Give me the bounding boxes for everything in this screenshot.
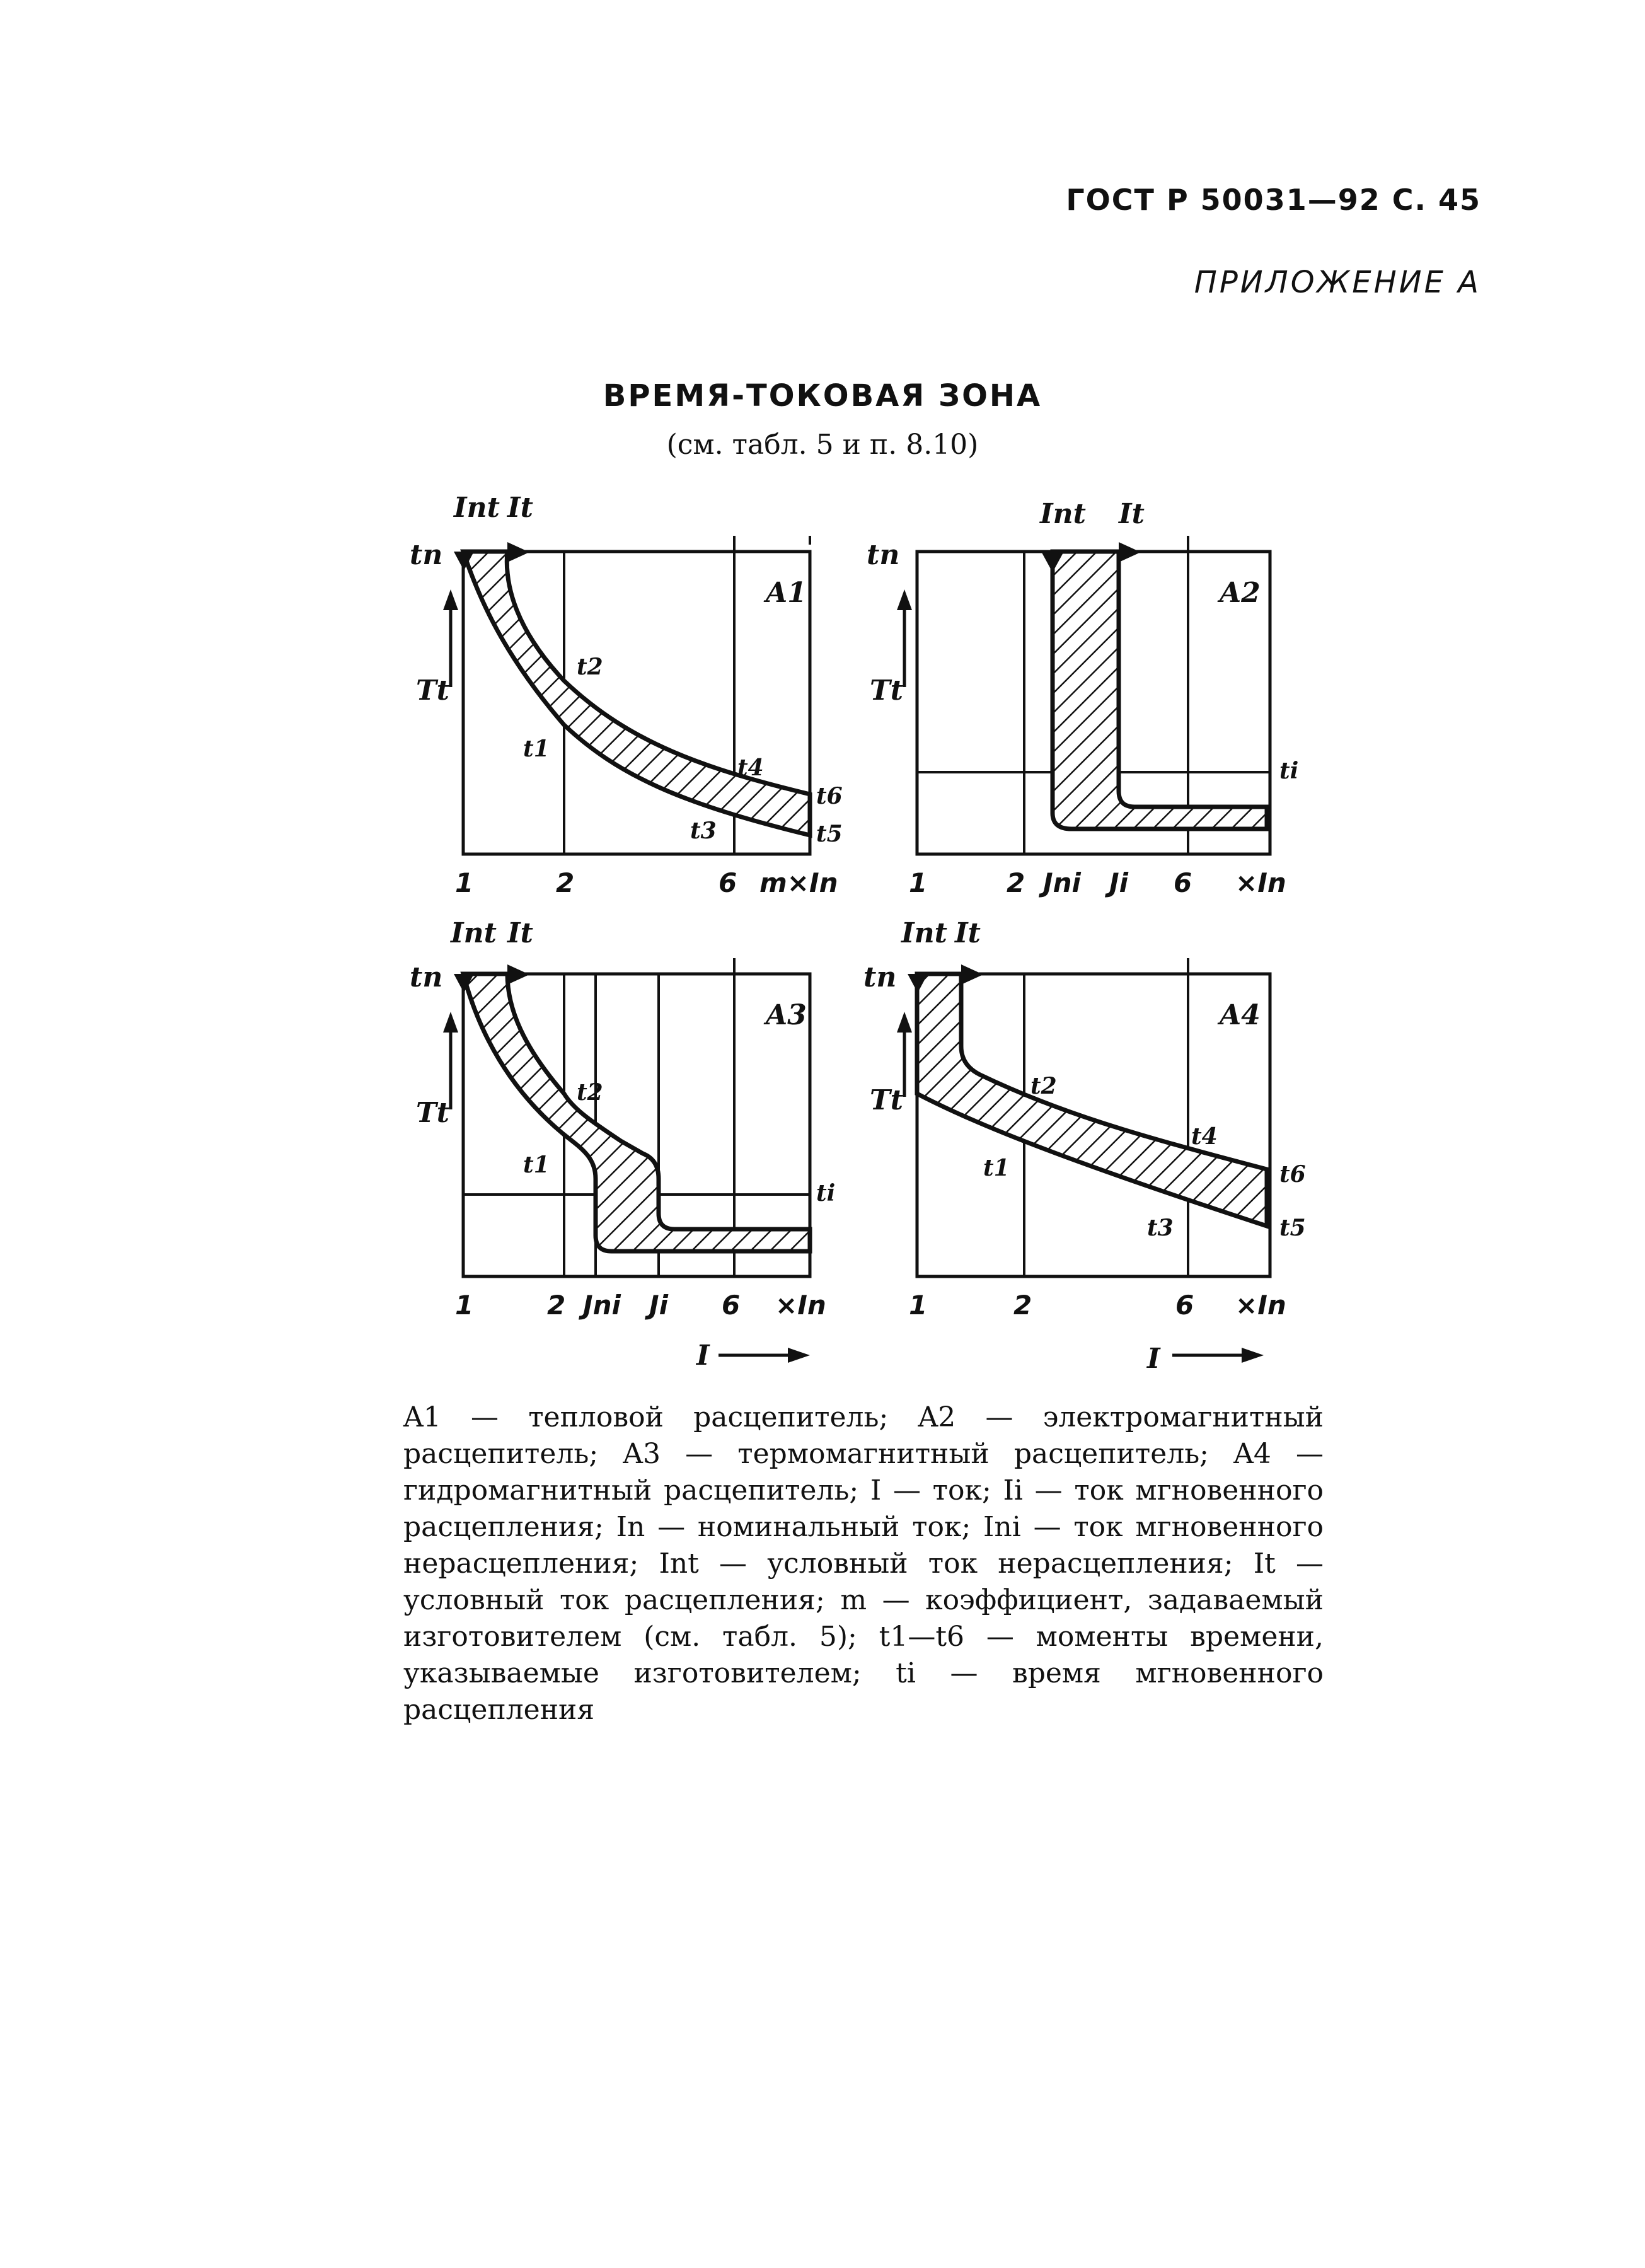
- current-arrow-left: [695, 1339, 810, 1372]
- panel-a3-it-marker: [507, 964, 529, 985]
- panel-a4-int-label: Int: [901, 917, 947, 949]
- panel-a2-tt-label: Tt: [870, 674, 904, 707]
- panel-a4-zone: [917, 974, 1267, 1226]
- panel-a3-point-ti: ti: [816, 1180, 836, 1206]
- panel-a3-it-label: It: [507, 917, 533, 949]
- panel-a4-point-t5: t5: [1279, 1215, 1306, 1241]
- panel-a4-tn-label: tn: [863, 961, 897, 993]
- panel-a4-point-t3: t3: [1147, 1215, 1174, 1241]
- figure-subtitle: (см. табл. 5 и п. 8.10): [666, 429, 979, 461]
- panel-a2-panel-label: A2: [1220, 577, 1261, 609]
- panel-a3-tick-6: 6: [722, 1290, 741, 1321]
- panel-a2: [867, 498, 1298, 898]
- panel-a1-point-t1: t1: [523, 736, 550, 762]
- panel-a4-tt-arrowhead: [897, 1012, 912, 1033]
- panel-a4-it-label: It: [955, 917, 981, 949]
- current-arrow-right-label: I: [1147, 1343, 1160, 1375]
- panel-a4-tick-1: 1: [909, 1290, 928, 1321]
- current-arrow-right-head: [1242, 1348, 1264, 1363]
- panel-a3-zone: [463, 974, 810, 1251]
- panel-a3-tt-label: Tt: [416, 1097, 450, 1129]
- panel-a3-panel-label: A3: [766, 999, 807, 1031]
- panel-a1-it-label: It: [507, 492, 533, 524]
- panel-a2-point-ti: ti: [1279, 758, 1299, 784]
- panel-a2-tick-2: 2: [1007, 867, 1025, 898]
- panel-a1-zone: [463, 552, 810, 835]
- panel-a2-tick-1: 1: [909, 867, 928, 898]
- panel-a4-tick-2: 2: [1013, 1290, 1032, 1321]
- panel-a1-panel-label: A1: [766, 577, 807, 609]
- panel-a1-int-label: Int: [454, 492, 500, 524]
- panel-a3-tick-xin: ×In: [775, 1290, 826, 1321]
- panel-a3-tick-ji: Ji: [649, 1290, 669, 1321]
- panel-a4: [863, 917, 1306, 1321]
- appendix-label: ПРИЛОЖЕНИЕ А: [1194, 265, 1481, 300]
- panel-a1-point-t5: t5: [816, 821, 843, 847]
- figure-caption: [403, 1399, 1324, 1728]
- panel-a4-tick-6: 6: [1175, 1290, 1194, 1321]
- panel-a3-tn-label: tn: [410, 961, 443, 993]
- panel-a3-point-t1: t1: [523, 1152, 550, 1178]
- panel-a1-it-marker: [507, 542, 529, 562]
- panel-a2-tick-jni: Jni: [1043, 867, 1081, 898]
- panel-a1-tt-label: Tt: [416, 674, 450, 707]
- panel-a4-point-t4: t4: [1191, 1123, 1218, 1150]
- panel-a2-tn-label: tn: [867, 539, 900, 571]
- document-reference: ГОСТ Р 50031—92 С. 45: [1066, 183, 1481, 217]
- panel-a1: [410, 492, 843, 898]
- current-arrow-left-head: [788, 1348, 810, 1363]
- caption-text: A1 — тепловой расцепитель; A2 — электромагнитный расцепитель; A3 — термомагнитный расцепитель; A4 — гидромагнитный расцепитель; I — ток; Ii — ток мгновенного расцепления; In — номинальный ток; Ini — ток мгновенного нерасцепления; Int — условный ток нерасцепления; It — условный ток расцепления; m — коэффициент, задаваемый изготовителем (см. табл. 5); t1—t6 — моменты времени, указываемые изготовителем; ti — время мгновенного расцепления: [403, 1401, 1324, 1726]
- panel-a1-point-t4: t4: [737, 755, 764, 781]
- panel-a1-point-t2: t2: [577, 654, 603, 680]
- figure-title: ВРЕМЯ-ТОКОВАЯ ЗОНА: [603, 378, 1042, 414]
- panel-a4-tt-label: Tt: [870, 1084, 904, 1116]
- panel-a3-point-t2: t2: [577, 1079, 603, 1106]
- panel-a3-tick-2: 2: [547, 1290, 566, 1321]
- panel-a2-it-label: It: [1119, 498, 1145, 530]
- panel-a1-tick-2: 2: [556, 867, 575, 898]
- panel-a2-tick-xin: ×In: [1235, 867, 1286, 898]
- panel-a1-tn-label: tn: [410, 539, 443, 571]
- panel-a2-tick-6: 6: [1174, 867, 1192, 898]
- panel-a4-point-t1: t1: [983, 1155, 1010, 1181]
- panel-a1-tick-mxin: m×In: [759, 867, 838, 898]
- panel-a3: [410, 917, 835, 1321]
- panel-a2-tick-ji: Ji: [1109, 867, 1129, 898]
- panel-a1-tick-6: 6: [719, 867, 737, 898]
- panel-a4-point-t6: t6: [1279, 1161, 1306, 1188]
- panel-a4-point-t2: t2: [1030, 1073, 1057, 1099]
- panel-a4-it-marker: [961, 964, 983, 985]
- panel-a2-tt-arrowhead: [897, 589, 912, 610]
- panel-a4-tick-xin: ×In: [1235, 1290, 1286, 1321]
- panel-a1-tt-arrowhead: [443, 589, 458, 610]
- panel-a4-panel-label: A4: [1220, 999, 1261, 1031]
- panel-a2-int-label: Int: [1040, 498, 1086, 530]
- panel-a3-tick-jni: Jni: [583, 1290, 621, 1321]
- panel-a1-point-t3: t3: [690, 818, 717, 844]
- panel-a3-int-label: Int: [451, 917, 497, 949]
- panel-a3-tt-arrowhead: [443, 1012, 458, 1033]
- panel-a1-tick-1: 1: [455, 867, 474, 898]
- panel-a2-it-marker: [1119, 542, 1141, 562]
- panel-a3-tick-1: 1: [455, 1290, 474, 1321]
- current-arrow-left-label: I: [696, 1339, 710, 1372]
- current-arrow-right: [1146, 1343, 1264, 1375]
- panel-a1-point-t6: t6: [816, 783, 843, 809]
